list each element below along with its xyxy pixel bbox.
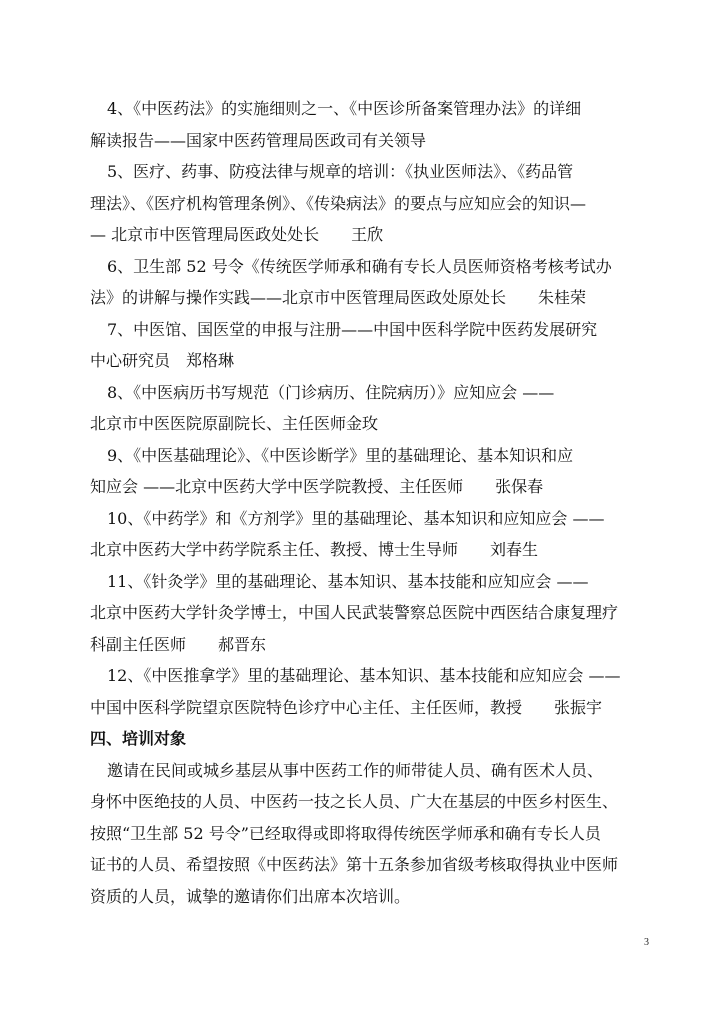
text-line: 5、医疗、药事、防疫法律与规章的培训：《执业医师法》、《药品管 [107,162,574,181]
text-line: 邀请在民间或城乡基层从事中医药工作的师带徒人员、确有医术人员、 [107,760,604,780]
text-line: 6、卫生部 52 号令《传统医学师承和确有专长人员医师资格考核考试办 [107,256,612,276]
text-line: 10、《中药学》和《方剂学》里的基础理论、基本知识和应知应会 —— [107,508,605,528]
list-item [90,660,630,723]
text-line: 中国中医科学院望京医院特色诊疗中心主任、主任医师，教授 张振宇 [90,697,603,717]
text-line: 北京中医药大学中药学院系主任、教授、博士生导师 刘春生 [90,540,539,559]
text-line: 12、《中医推拿学》里的基础理论、基本知识、基本技能和应知应会 —— [107,666,621,685]
text-line: 中心研究员 郑格琳 [90,351,235,370]
text-line: 法》的讲解与操作实践——北京市中医管理局医政处原处长 朱桂荣 [90,288,587,307]
text-line: 证书的人员、希望按照《中医药法》第十五条参加省级考核取得执业中医师 [90,855,619,874]
page-content [90,93,630,912]
text-line: 北京市中医医院原副院长、主任医师金玫 [90,414,379,433]
text-line: 11、《针灸学》里的基础理论、基本知识、基本技能和应知应会 —— [107,571,589,591]
list-item [90,93,630,156]
text-line: 理法》、《医疗机构管理条例》、《传染病法》的要点与应知应会的知识— [90,193,587,213]
list-item [90,503,630,566]
text-line: 身怀中医绝技的人员、中医药一技之长人员、广大在基层的中医乡村医生、 [90,792,619,811]
text-line: 资质的人员，诚挚的邀请你们出席本次培训。 [90,886,411,906]
text-line: 7、中医馆、国医堂的申报与注册——中国中医科学院中医药发展研究 [107,319,598,339]
text-line: 4、《中医药法》的实施细则之一、《中医诊所备案管理办法》的详细 [107,99,582,118]
list-item [90,156,630,251]
page-number: 3 [644,937,649,948]
list-item [90,314,630,377]
section-heading: 四、培训对象 [90,729,187,748]
text-line: — 北京市中医管理局医政处处长 王欣 [90,225,384,244]
text-line: 8、《中医病历书写规范（门诊病历、住院病历）》应知应会 —— [107,382,555,402]
list-item [90,440,630,503]
list-item [90,377,630,440]
text-line: 解读报告——国家中医药管理局医政司有关领导 [90,130,427,150]
list-item [90,251,630,314]
list-item [90,566,630,661]
text-line: 按照“卫生部 52 号令”已经取得或即将取得传统医学师承和确有专长人员 [90,823,601,843]
text-line: 知应会 ——北京中医药大学中医学院教授、主任医师 张保春 [90,477,544,496]
text-line: 9、《中医基础理论》、《中医诊断学》里的基础理论、基本知识和应 [107,445,574,465]
text-line: 科副主任医师 郝晋东 [90,634,267,654]
text-line: 北京中医药大学针灸学博士，中国人民武装警察总医院中西医结合康复理疗 [90,603,619,622]
invitation-paragraph [90,755,630,913]
